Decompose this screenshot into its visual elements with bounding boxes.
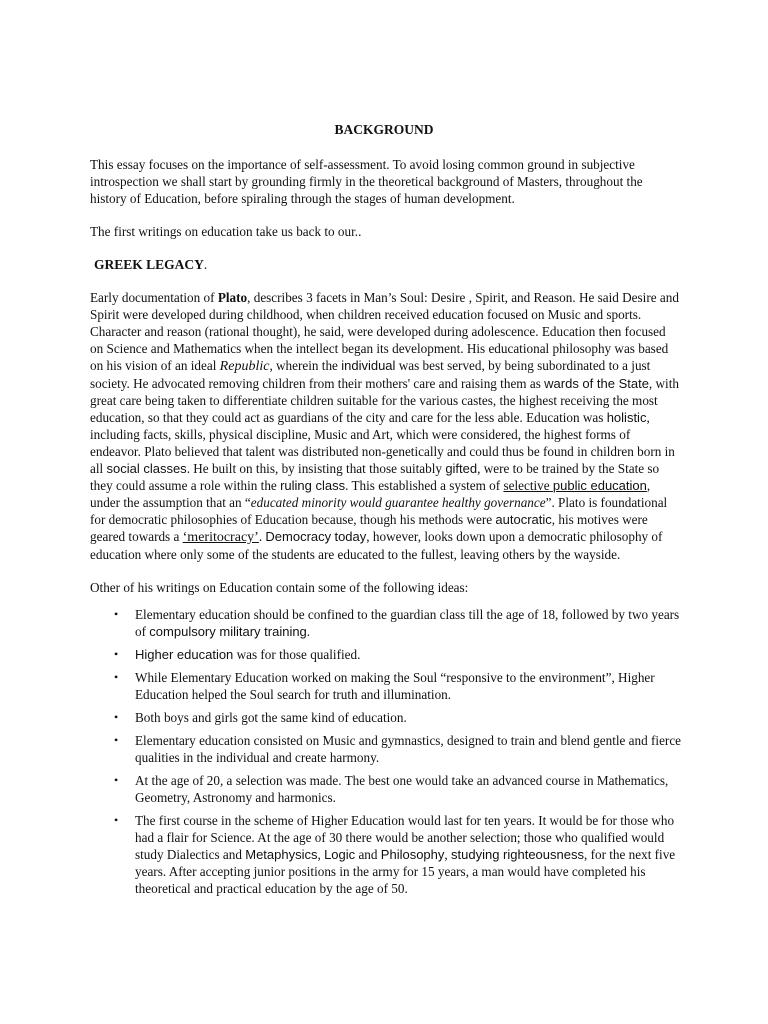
- plato-name: Plato: [217, 290, 248, 305]
- wards-term: wards of the State: [544, 376, 649, 391]
- bullet-icon: •: [114, 670, 119, 684]
- list-item: • Both boys and girls got the same kind of education.: [114, 710, 407, 725]
- public-education-term: public education: [552, 478, 647, 493]
- bullet-icon: •: [114, 773, 119, 787]
- list-item: • Elementary education consisted on Music and gymnastics, designed to train and blend gentle and fierce qualities in the individual and create harmony.: [114, 733, 682, 765]
- bullet-icon: •: [114, 647, 119, 661]
- list-item: • Elementary education should be confined to the guardian class till the age of 18, followed by two years of compulsory military training.: [114, 607, 680, 639]
- bullet-icon: •: [114, 710, 119, 724]
- ruling-class-term: ruling class: [280, 478, 346, 493]
- bullet-icon: •: [114, 813, 119, 827]
- section-heading-text: GREEK LEGACY: [94, 257, 204, 272]
- selective-term: selective: [503, 478, 550, 493]
- lead-in-paragraph: The first writings on education take us back to our..: [90, 224, 362, 239]
- page-title: BACKGROUND: [334, 122, 434, 137]
- democracy-term: Democracy: [265, 529, 332, 544]
- list-item: • At the age of 20, a selection was made. The best one would take an advanced course in Mathematics, Geometry, Astronomy and harmonics.: [114, 773, 669, 805]
- plato-paragraph: Early documentation of Plato, describes 3 facets in Man’s Soul: Desire , Spirit, and Reason. He said Desire and Spirit were developed during childhood, when children received education focused on Music and sports. Character and reason (rational thought), he said, were developed during adolescence. Education then focused on Science and Mathematics when the intellect began its development. His educational philosophy was based on his vision of an ideal Republic, wherein the individual was best served, by being subordinated to a just society. He advocated removing children from their mothers' care and raising them as wards of the State, with great care being taken to differentiate children suitable for the various castes, the highest receiving the most education, so that they could act as guardians of the city and care for the less able. Education was holistic, including facts, skills, physical discipline, Music and Art, which were considered, the highest forms of endeavor. Plato believed that talent was distributed non-genetically and could thus be found in children born in all social classes. He built on this, by insisting that those suitably gifted, were to be trained by the State so they could assume a role within the ruling class. This established a system of selective public education, under the assumption that an “educated minority would guarantee healthy governance”. Plato is foundational for democratic philosophies of Education because, though his methods were autocratic, his motives were geared towards a ‘meritocracy’. Democracy today, however, looks down upon a democratic philosophy of education where only some of the students are educated to the fullest, leaving others by the wayside.: [90, 290, 679, 562]
- ideas-list: [90, 606, 690, 897]
- list-item: • Higher education was for those qualified.: [114, 647, 361, 662]
- plato-quote: educated minority would guarantee healthy governance: [250, 495, 546, 510]
- individual-term: individual: [341, 358, 396, 373]
- bullet-icon: •: [114, 733, 119, 747]
- section-heading-dot: .: [203, 257, 208, 272]
- list-intro: Other of his writings on Education contain some of the following ideas:: [90, 580, 469, 595]
- list-item: • While Elementary Education worked on making the Soul “responsive to the environment”, Higher Education helped the Soul search for truth and illumination.: [114, 670, 655, 702]
- republic-term: Republic: [219, 359, 270, 374]
- intro-paragraph: This essay focuses on the importance of self-assessment. To avoid losing common ground in subjective introspection we shall start by grounding firmly in the theoretical background of Masters, throughout the history of Education, before spiraling through the stages of human development.: [90, 157, 643, 206]
- today-term: today: [334, 529, 367, 544]
- section-heading: [90, 256, 684, 273]
- list-item: • The first course in the scheme of Higher Education would last for ten years. It would be for those who had a flair for Science. At the age of 30 there would be another selection; those who qualified would study Dialectics and Metaphysics, Logic and Philosophy, studying righteousness, for the next five years. After accepting junior positions in the army for 15 years, a man would have completed his theoretical and practical education by the age of 50.: [114, 813, 676, 896]
- bullet-icon: •: [114, 607, 119, 621]
- autocratic-term: autocratic: [495, 512, 552, 527]
- holistic-term: holistic: [606, 410, 647, 425]
- meritocracy-term: ‘meritocracy’: [182, 530, 259, 545]
- gifted-term: gifted: [445, 461, 478, 476]
- social-classes-term: social classes: [106, 461, 187, 476]
